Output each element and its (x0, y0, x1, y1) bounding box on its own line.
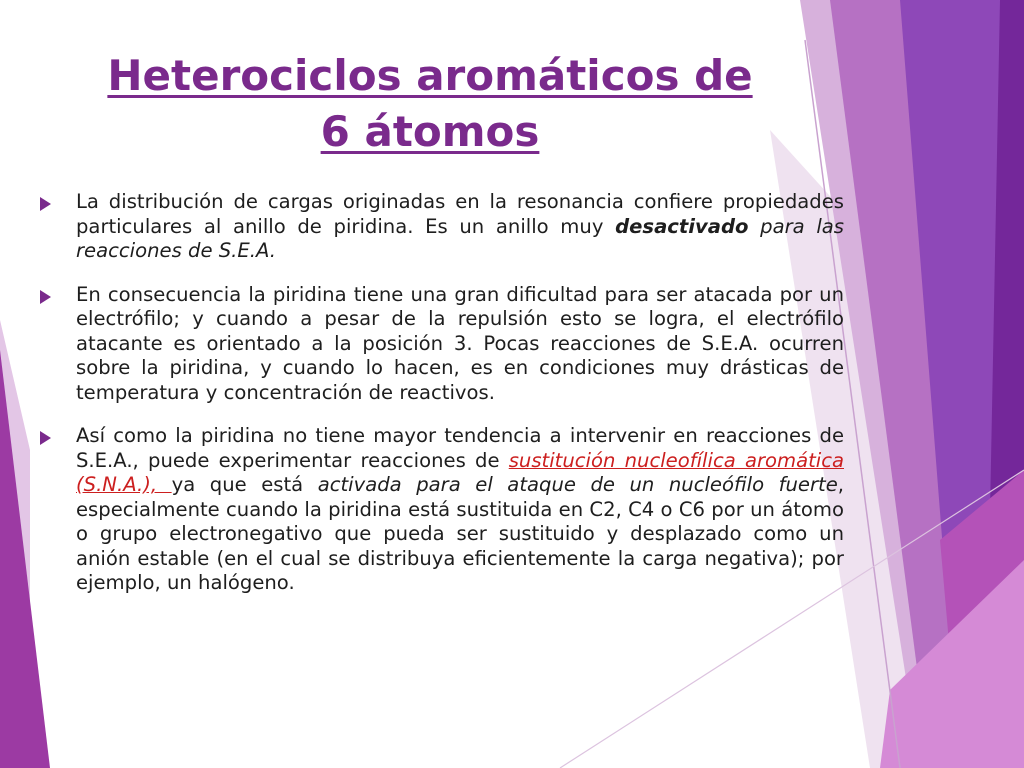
bullet-arrow-icon (40, 431, 51, 445)
bullet-1-text: La distribución de cargas originadas en la resonancia confiere propiedades particulares al anillo de piridina. Es un anillo muy (76, 190, 844, 238)
bullet-1-tail: para las reacciones de S.E.A. (76, 214, 844, 262)
bullet-item-3 (38, 424, 844, 596)
title-line-2: 6 átomos (320, 107, 540, 156)
bullet-arrow-icon (40, 197, 51, 211)
slide-title (60, 48, 800, 160)
bullet-3-text-b: ya que está (171, 473, 318, 496)
bullet-1-emphasis: desactivado (615, 214, 749, 238)
bullet-3-text: Así como la piridina no tiene mayor tendencia a intervenir en reacciones de S.E.A., puede experimentar reacciones de (76, 424, 844, 472)
bullet-item-2 (38, 283, 844, 406)
bullet-3-highlight: sustitución nucleofílica aromática (S.N.A.), (76, 448, 844, 496)
title-line-1: Heterociclos aromáticos de (107, 51, 753, 100)
bullet-3-italic: activada para el ataque de un nucleófilo fuerte (317, 473, 838, 496)
bullet-list (38, 190, 844, 615)
bullet-2-text: En consecuencia la piridina tiene una gran dificultad para ser atacada por un electrófilo; y cuando a pesar de la repulsión esto se logra, el electrófilo atacante es orientado a la posición 3. Pocas reacciones de S.E.A. ocurren sobre la piridina, y cuando lo hacen, es en condiciones muy drásticas de temperatura y concentración de reactivos. (76, 282, 844, 404)
bullet-item-1 (38, 190, 844, 264)
bullet-arrow-icon (40, 290, 51, 304)
bullet-3-tail: , especialmente cuando la piridina está sustituida en C2, C4 o C6 por un átomo o grupo electronegativo que pueda ser sustituido y desplazado como un anión estable (en el cual se distribuya eficientemente la carga negativa); por ejemplo, un halógeno. (76, 473, 845, 594)
